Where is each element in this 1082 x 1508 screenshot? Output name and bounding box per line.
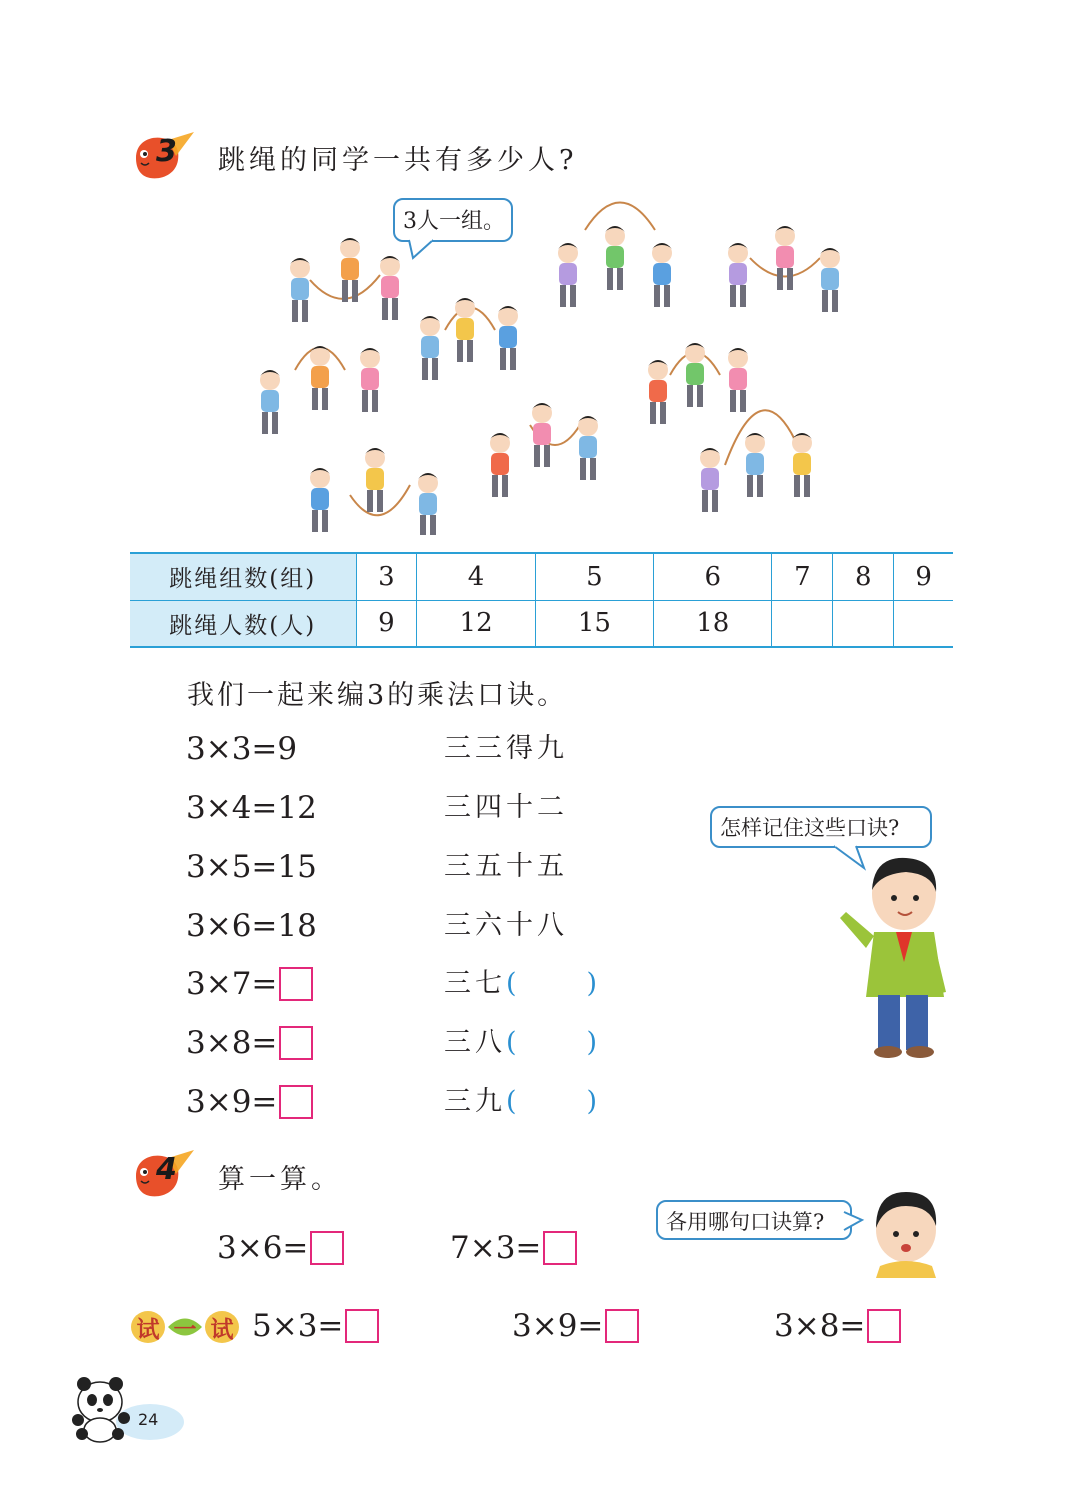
rhyme-start: 三九 [444,1086,506,1117]
table-cell: 6 [654,553,772,600]
calc-expr: 3×6= [217,1230,309,1266]
try-item [252,1307,379,1345]
table-cell: 3 [356,553,417,600]
page-number: 24 [138,1410,159,1429]
rhyme: 三四十二 [444,792,568,823]
rhyme-with-blank [444,1083,597,1121]
table-cell: 9 [356,600,417,647]
bubble-tail [844,1212,868,1236]
rhyme: 三六十八 [444,910,568,941]
paren-open: ( [506,968,517,999]
problem-number: 3 [156,134,177,169]
boy-character [836,852,956,1062]
table-cell: 7 [772,553,833,600]
answer-box[interactable] [310,1231,344,1265]
paren-close: ) [586,968,598,999]
calc-item [450,1229,577,1267]
try-expr: 5×3= [252,1308,344,1344]
table-row-people [130,600,953,647]
bubble-text: 怎样记住这些口诀? [720,816,900,840]
table-cell: 9 [894,553,953,600]
panda-page-icon [70,1372,185,1444]
rhyme-start: 三八 [444,1027,506,1058]
answer-box[interactable] [345,1309,379,1343]
boy-head-character [866,1186,946,1278]
speech-bubble-remember [710,806,932,848]
equation-with-blank [186,1083,313,1121]
calc-expr: 7×3= [450,1230,542,1266]
equation-with-blank [186,965,313,1003]
answer-box[interactable] [543,1231,577,1265]
intro-text: 我们一起来编3的乘法口诀。 [187,680,568,711]
table-cell-blank[interactable] [894,600,953,647]
paren-close: ) [586,1027,598,1058]
table-cell: 4 [417,553,535,600]
paren-close: ) [586,1086,598,1117]
equation-expr: 3×7= [186,966,278,1002]
equation: 3×6=18 [186,908,317,944]
table-cell-blank[interactable] [772,600,833,647]
question-title: 跳绳的同学一共有多少人? [218,145,578,176]
equation-expr: 3×8= [186,1025,278,1061]
try-it-char: 一 [173,1316,197,1343]
table-cell: 15 [535,600,653,647]
table-cell: 8 [833,553,894,600]
answer-box[interactable] [867,1309,901,1343]
rhyme-start: 三七 [444,968,506,999]
equation: 3×3=9 [186,731,298,767]
try-item [512,1307,639,1345]
try-item [774,1307,901,1345]
paren-open: ( [506,1086,517,1117]
problem-number: 4 [156,1152,177,1187]
equation-with-blank [186,1024,313,1062]
row-header: 跳绳人数(人) [130,600,356,647]
answer-box[interactable] [279,1085,313,1119]
rhyme-with-blank [444,1024,597,1062]
jump-rope-table [130,552,953,648]
try-expr: 3×9= [512,1308,604,1344]
rhyme: 三五十五 [444,851,568,882]
jump-rope-illustration [250,190,870,535]
bubble-text: 3人一组。 [403,209,505,234]
table-cell: 18 [654,600,772,647]
answer-box[interactable] [605,1309,639,1343]
answer-box[interactable] [279,1026,313,1060]
calc-item [217,1229,344,1267]
try-it-char: 试 [136,1316,160,1343]
rhyme-with-blank [444,965,597,1003]
bubble-text: 各用哪句口诀算? [666,1210,825,1234]
question-title: 算一算。 [218,1164,342,1195]
table-cell: 12 [417,600,535,647]
table-row-groups [130,553,953,600]
rhyme: 三三得九 [444,733,568,764]
answer-box[interactable] [279,967,313,1001]
equation-expr: 3×9= [186,1084,278,1120]
try-expr: 3×8= [774,1308,866,1344]
try-it-char: 试 [210,1316,234,1343]
table-cell: 5 [535,553,653,600]
table-cell-blank[interactable] [833,600,894,647]
speech-bubble-which-rhyme [656,1200,852,1240]
paren-open: ( [506,1027,517,1058]
equation: 3×4=12 [186,790,317,826]
row-header: 跳绳组数(组) [130,553,356,600]
equation: 3×5=15 [186,849,317,885]
